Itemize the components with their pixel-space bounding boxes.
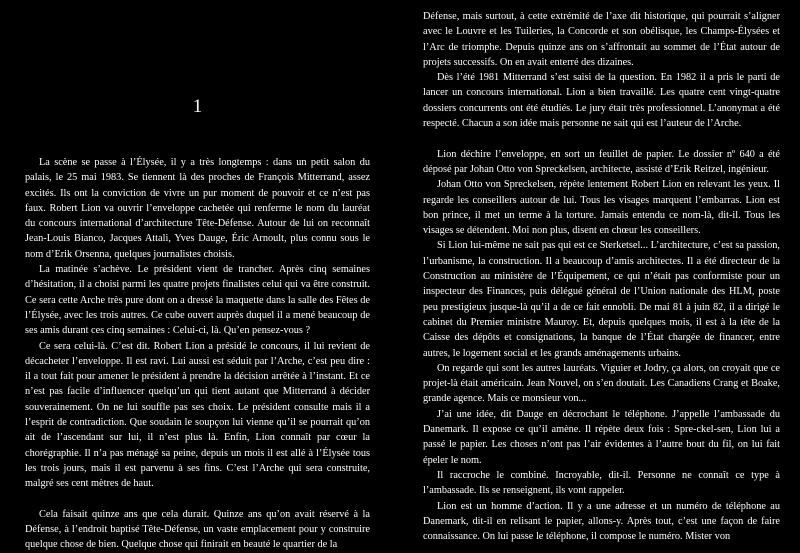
paragraph: Il raccroche le combiné. Incroyable, dit-il. Personne ne connaît ce type à l’ambassade. Ils se renseignent, ils vont rappeler.: [423, 469, 780, 497]
right-page: [423, 9, 780, 544]
chapter-number: 1: [192, 96, 203, 117]
paragraph: Cela faisait quinze ans que cela durait. Quinze ans qu’on avait réservé à la Défense, à l’endroit baptisé Tête-Défense, un vaste emplacement pour y construire quelque chose de bien. Quelque chose qui finirait en beauté le quartier de la: [25, 508, 370, 551]
paragraph: Si Lion lui-même ne sait pas qui est ce Sterketsel... L’architecture, c’est sa passion, l’urbanisme, la construction. Il a beaucoup d’amis architectes. Il a été directeur de la Construction au ministère de l’Équipement, ce qui n’était pas conformiste pour un inspecteur des Finances, puis délégué général de l’Union nationale des HLM, poste peu prestigieux jusque-là qu’il a de ce fait ennobli. De mai 81 à juin 82, il a dirigé le cabinet du Premier ministre Mauroy. Et, depuis quelques mois, il est à la tête de la Caisse des dépôts et consignations, la banque de l’État chargée de financer, entre autres, le logement social et les grands aménagements urbains.: [423, 240, 780, 359]
paragraph: On regarde qui sont les autres lauréats. Viguier et Jodry, ça alors, on croyait que ce projet-là était américain. Jean Nouvel, on s’en doutait. Les Canadiens Crang et Boake, grande agence. Mais ce monsieur von...: [423, 362, 780, 405]
paragraph: Lion déchire l’enveloppe, en sort un feuillet de papier. Le dossier nº 640 a été déposé par Johan Otto von Spreckelsen, architecte, assisté d’Erik Reitzel, ingénieur.: [423, 148, 780, 175]
paragraph: Ce sera celui-là. C’est dit. Robert Lion a présidé le concours, il lui revient de décacheter l’enveloppe. Il est ravi. Lui aussi est séduit par l’Arche, c’est peu dire : il a tout fait pour amener le président à prendre la décision arrêtée à l’instant. Et ce n’est pas facile d’influencer quelqu’un qui tient autant que Mitterrand à décider souverainement. On ne lui souffle pas ses choix. Le président consulte mais il a l’esprit de contradiction. Que soudain le soupçon lui vienne qu’il se pourrait qu’on ait de l’ascendant sur lui, il n’est plus là. Enfin, Lion connaît par cœur la chorégraphie. Il n’a pas ménagé sa peine, depuis un mois il est allé à l’Élysée tous les trois jours, mais il est parvenu à ses fins. C’est l’Arche qui sera construite, malgré ses cent mètres de haut.: [25, 340, 370, 490]
paragraph-gap: [423, 131, 780, 146]
paragraph: La matinée s’achève. Le président vient de trancher. Après cinq semaines d’hésitation, il a choisi parmi les quatre projets finalistes celui qui va être construit. Ce sera cette Arche très pure dont on a dressé la maquette dans la salle des Fêtes de l’Élysée, avec les trois autres. Ce cube ouvert auprès duquel il a mené beaucoup de ses amis durant ces cinq semaines : Celui-ci, là. Qu’en pensez-vous ?: [25, 264, 370, 337]
paragraph: Lion est un homme d’action. Il y a une adresse et un numéro de téléphone au Danemark, dit-il en relisant le papier, allons-y. Après tout, c’est une façon de faire connaissance. On lui passe le téléphone, il compose le numéro. Mister von: [423, 500, 780, 543]
paragraph: Johan Otto von Spreckelsen, répète lentement Robert Lion en relevant les yeux. Il regarde les conseillers autour de lui. Tous les visages marquent l’embarras. Lion est bon prince, il met un terme à la torture. Jamais entendu ce nom-là, dit-il. Tous les visages se détendent. Moi non plus, disent en chœur les conseillers.: [423, 179, 780, 237]
paragraph: La scène se passe à l’Élysée, il y a très longtemps : dans un petit salon du palais, le 25 mai 1983. Se tiennent là des proches de François Mitterrand, assez excités. Ils ont la conviction de vivre un pur moment de pouvoir et ce n’est pas faux. Robert Lion va ouvrir l’enveloppe cachetée qui renferme le nom du lauréat du concours international d’architecture Tête-Défense. Autour de lui on reconnaît Jean-Louis Bianco, Jacques Attali, Yves Dauge, Éric Arnoult, plus connu sous le nom d’Erik Orsenna, quelques journalistes choisis.: [25, 157, 370, 260]
paragraph-gap: [25, 492, 370, 507]
paragraph: J’ai une idée, dit Dauge en décrochant le téléphone. J’appelle l’ambassade du Danemark. Il expose ce qu’il amène. Il répète deux fois : Spre-ckel-sen, Lion lui a passé le papier. Les choses n’ont pas l’air évidentes à l’autre bout du fil, on lui fait épeler le nom.: [423, 408, 780, 466]
left-page: [25, 0, 370, 553]
paragraph: Défense, mais surtout, à cette extrémité de l’axe dit historique, qui pourrait s’aligner avec le Louvre et les Tuileries, la Concorde et son obélisque, les Champs-Élysées et l’Arc de triomphe. Depuis quinze ans on s’affrontait au sommet de l’État autour de projets successifs. On en avait enterré des dizaines.: [423, 11, 780, 68]
paragraph: Dès l’été 1981 Mitterrand s’est saisi de la question. En 1982 il a pris le parti de lancer un concours international. Lion a bien travaillé. Les quatre cent vingt-quatre dossiers concurrents ont été étudiés. Le jury était très professionnel. L’anonymat a été respecté. Chacun a son idée mais personne ne sait qui est l’auteur de l’Arche.: [423, 72, 780, 130]
